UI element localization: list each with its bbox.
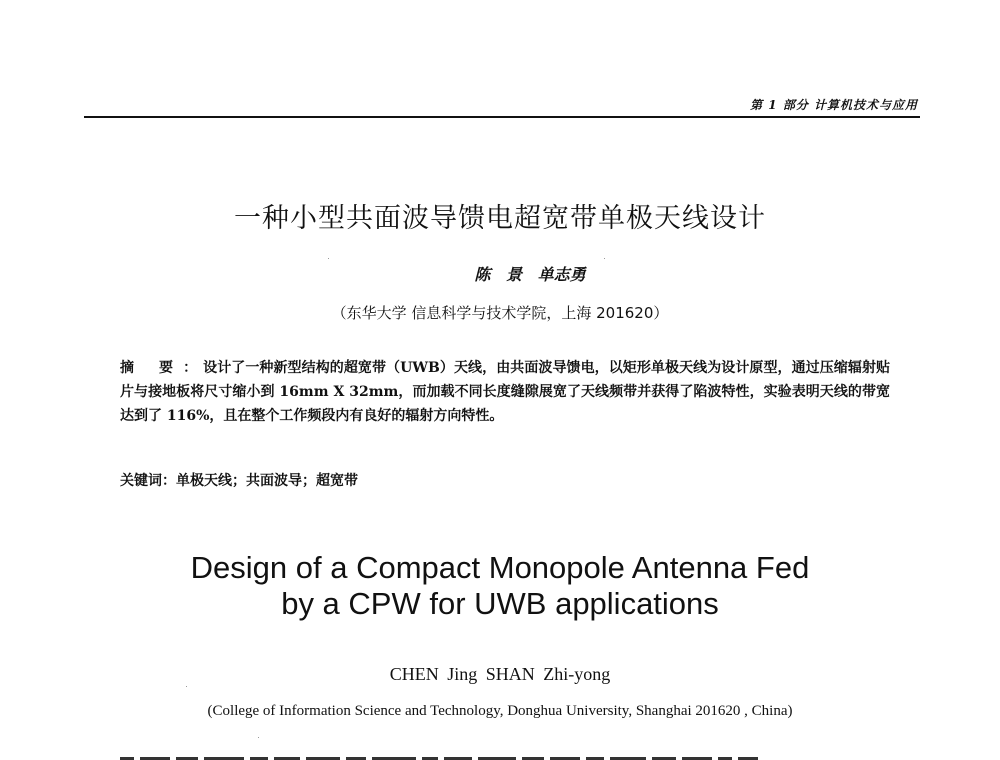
abstract-text: 设计了一种新型结构的超宽带（UWB）天线，由共面波导馈电，以矩形单极天线为设计原型，通过压缩辐射贴片与接地板将尺寸缩小到 16mm X 32mm，而加载不同长度缝隙展宽了天线频带并获得了陷波特性，实验表明天线的带宽达到了 116%，且在整个工作频段内有良好的辐射方向特性。	[120, 360, 891, 424]
scan-speck	[604, 258, 605, 259]
chinese-authors: 陈 景 单志勇	[474, 265, 586, 284]
chinese-abstract	[120, 356, 890, 428]
scan-speck	[186, 686, 187, 687]
scan-speck	[258, 737, 259, 738]
chinese-affiliation: （东华大学 信息科学与技术学院，上海 201620）	[331, 304, 669, 322]
abstract-label: 摘 要：	[120, 360, 208, 376]
english-title-line-2: by a CPW for UWB applications	[281, 586, 719, 621]
running-header: 第 1 部分 计算机技术与应用	[750, 98, 918, 112]
header-rule	[84, 116, 920, 118]
english-title-line-1: Design of a Compact Monopole Antenna Fed	[190, 550, 810, 585]
keywords-label: 关键词：	[120, 473, 176, 489]
english-authors: CHEN Jing SHAN Zhi-yong	[389, 664, 611, 684]
chinese-keywords	[120, 470, 358, 490]
cropped-text-line	[120, 748, 890, 760]
chinese-title: 一种小型共面波导馈电超宽带单极天线设计	[234, 203, 766, 234]
keywords-text: 单极天线；共面波导；超宽带	[176, 473, 358, 489]
english-title	[0, 550, 1000, 622]
scan-speck	[328, 258, 329, 259]
english-affiliation: (College of Information Science and Technology, Donghua University, Shanghai 201620 , China)	[207, 703, 793, 719]
